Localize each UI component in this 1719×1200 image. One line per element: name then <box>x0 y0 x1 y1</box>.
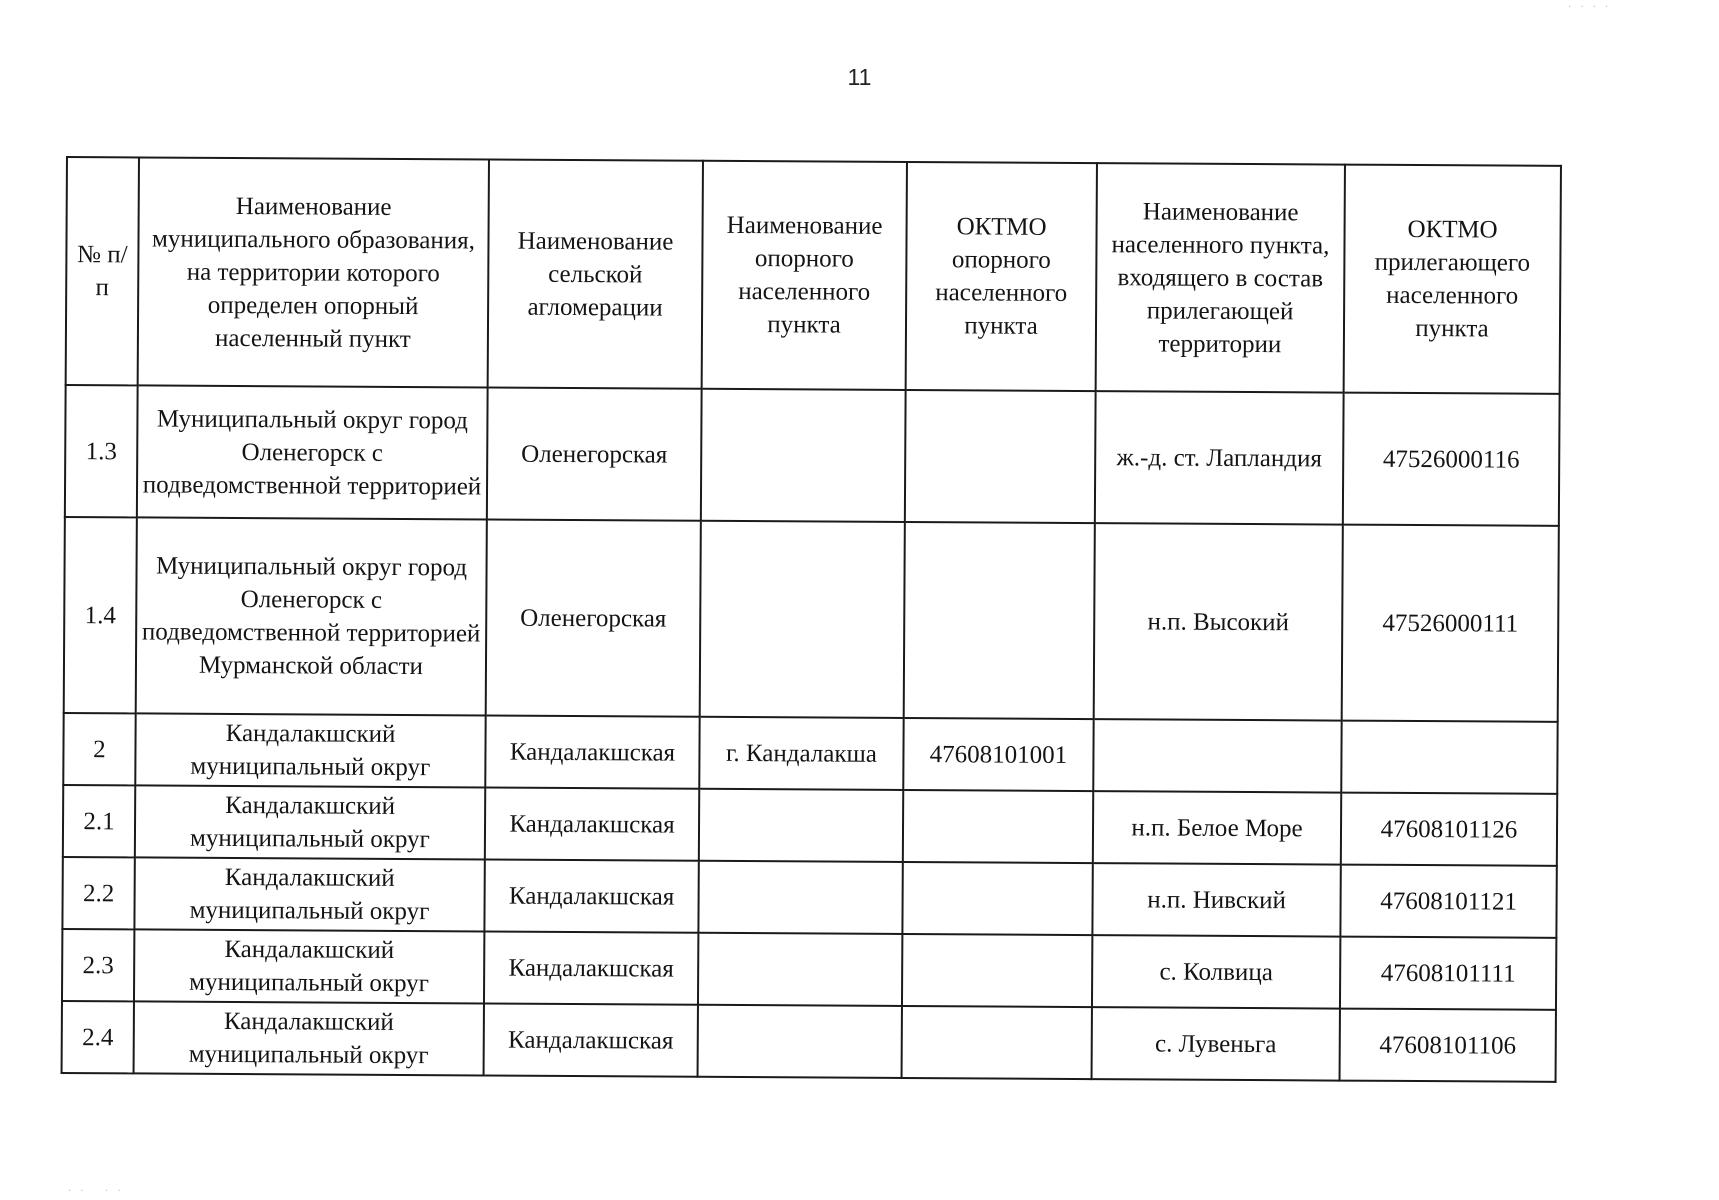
hub-oktmo-cell <box>902 862 1092 935</box>
municipality-cell: Муниципальный округ город Оленегорск с подведомственной территорией <box>137 385 488 519</box>
table-row <box>62 929 1556 1010</box>
hub-cell: г. Кандалакша <box>699 717 903 790</box>
hub-oktmo-cell <box>902 1006 1092 1079</box>
hub-oktmo-cell: 47608101001 <box>903 718 1093 791</box>
row-number: 1.4 <box>64 517 137 713</box>
hub-cell <box>700 521 905 718</box>
adjacent-cell: с. Колвица <box>1092 935 1340 1008</box>
scan-artifact: · · · · <box>68 1186 124 1197</box>
agglomeration-cell: Кандалакшская <box>484 931 698 1004</box>
hub-oktmo-cell <box>904 522 1095 719</box>
adjacent-oktmo-cell: 47608101121 <box>1340 865 1556 938</box>
agglomeration-cell: Оленегорская <box>486 520 701 717</box>
table-row <box>64 517 1559 722</box>
municipality-cell: Муниципальный округ город Оленегорск с подведомственной территорией Мурманской области <box>136 517 487 715</box>
municipality-cell: Кандалакшский муниципальный округ <box>134 857 484 931</box>
hub-oktmo-cell <box>903 790 1093 863</box>
table-row <box>65 385 1560 526</box>
scan-artifact: · · · · <box>1568 2 1612 13</box>
row-number: 2.2 <box>62 857 134 929</box>
adjacent-oktmo-cell: 47608101111 <box>1340 937 1556 1010</box>
table-header-row <box>66 157 1561 394</box>
header-agglomeration: Наименование сельской агломерации <box>488 160 703 389</box>
agglomeration-cell: Кандалакшская <box>485 716 699 789</box>
agglomeration-cell: Кандалакшская <box>484 859 698 932</box>
agglomeration-cell: Оленегорская <box>487 388 702 521</box>
municipality-cell: Кандалакшский муниципальный округ <box>135 785 485 859</box>
adjacent-cell: н.п. Нивский <box>1092 863 1340 936</box>
hub-cell <box>698 1005 902 1078</box>
page-number: 11 <box>847 64 872 90</box>
row-number: 2.4 <box>62 1001 134 1073</box>
adjacent-oktmo-cell: 47608101106 <box>1340 1009 1556 1082</box>
agglomeration-cell: Кандалакшская <box>485 787 699 860</box>
hub-cell <box>698 861 902 934</box>
table-row <box>62 857 1556 938</box>
hub-cell <box>698 933 902 1006</box>
table-row <box>62 1001 1556 1082</box>
adjacent-oktmo-cell: 47526000111 <box>1342 525 1559 722</box>
header-number: № п/п <box>66 157 139 385</box>
header-hub-oktmo: ОКТМО опорного населенного пункта <box>906 162 1097 391</box>
adjacent-cell: ж.-д. ст. Лапландия <box>1095 391 1344 524</box>
header-adjacent-oktmo: ОКТМО прилегающего населенного пункта <box>1344 165 1561 394</box>
adjacent-cell: н.п. Высокий <box>1094 523 1343 720</box>
municipality-cell: Кандалакшский муниципальный округ <box>135 713 485 787</box>
row-number: 2.1 <box>63 785 135 857</box>
hub-oktmo-cell <box>902 934 1092 1007</box>
header-adjacent-settlement: Наименование населенного пункта, входящего в состав прилегающей территории <box>1096 163 1345 392</box>
settlements-table <box>61 156 1562 1083</box>
adjacent-cell <box>1093 719 1341 792</box>
adjacent-cell: с. Лувеньга <box>1092 1007 1340 1080</box>
header-hub-settlement: Наименование опорного населенного пункта <box>702 161 907 390</box>
row-number: 2.3 <box>62 929 134 1001</box>
table-row <box>63 713 1557 794</box>
adjacent-oktmo-cell <box>1341 721 1557 794</box>
row-number: 2 <box>63 713 135 785</box>
hub-cell <box>699 789 903 862</box>
municipality-cell: Кандалакшский муниципальный округ <box>134 929 484 1003</box>
adjacent-oktmo-cell: 47608101126 <box>1341 793 1557 866</box>
header-municipality: Наименование муниципального образования, на территории которого определен опорный населенный пункт <box>138 157 489 387</box>
table-row <box>63 785 1557 866</box>
hub-cell <box>701 389 906 522</box>
row-number: 1.3 <box>65 385 138 517</box>
municipality-cell: Кандалакшский муниципальный округ <box>134 1001 484 1075</box>
adjacent-oktmo-cell: 47526000116 <box>1343 393 1560 526</box>
hub-oktmo-cell <box>905 390 1096 523</box>
adjacent-cell: н.п. Белое Море <box>1093 791 1341 864</box>
agglomeration-cell: Кандалакшская <box>484 1003 698 1076</box>
